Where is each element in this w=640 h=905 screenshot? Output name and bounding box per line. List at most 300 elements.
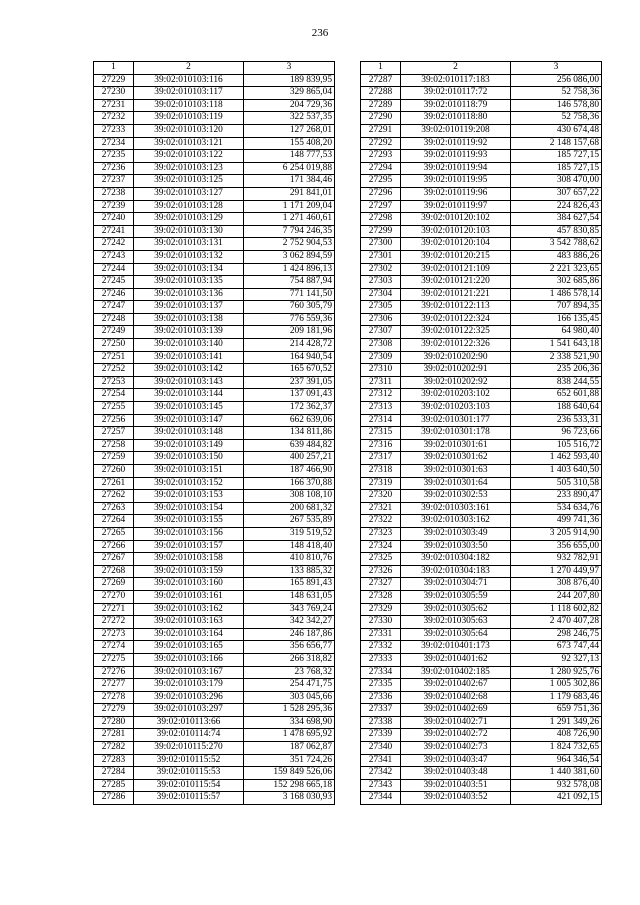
cadastral-value: 237 391,05 xyxy=(244,376,335,389)
cadastral-number: 39:02:010304:183 xyxy=(401,565,511,578)
cadastral-value: 236 533,31 xyxy=(511,414,602,427)
row-number: 27236 xyxy=(94,162,134,175)
cadastral-number: 39:02:010119:94 xyxy=(401,162,511,175)
cadastral-number: 39:02:010303:50 xyxy=(401,540,511,553)
row-number: 27318 xyxy=(361,465,401,478)
cadastral-value: 172 362,37 xyxy=(244,402,335,415)
cadastral-number: 39:02:010103:118 xyxy=(134,99,244,112)
table-row xyxy=(361,250,602,263)
table-row xyxy=(94,414,335,427)
cadastral-value: 1 179 683,46 xyxy=(511,691,602,704)
cadastral-value: 185 727,15 xyxy=(511,162,602,175)
table-row xyxy=(94,704,335,717)
cadastral-value: 200 681,32 xyxy=(244,502,335,515)
cadastral-number: 39:02:010114:74 xyxy=(134,729,244,742)
cadastral-number: 39:02:010122:113 xyxy=(401,301,511,314)
cadastral-value: 6 254 019,88 xyxy=(244,162,335,175)
column-header: 3 xyxy=(244,62,335,75)
row-number: 27258 xyxy=(94,439,134,452)
row-number: 27294 xyxy=(361,162,401,175)
cadastral-value: 308 108,10 xyxy=(244,490,335,503)
cadastral-value: 7 794 246,35 xyxy=(244,225,335,238)
cadastral-value: 1 824 732,65 xyxy=(511,742,602,755)
row-number: 27316 xyxy=(361,439,401,452)
cadastral-value: 209 181,96 xyxy=(244,326,335,339)
row-number: 27257 xyxy=(94,427,134,440)
row-number: 27276 xyxy=(94,666,134,679)
table-row xyxy=(94,515,335,528)
row-number: 27321 xyxy=(361,502,401,515)
table-row xyxy=(361,339,602,352)
cadastral-value: 351 724,26 xyxy=(244,754,335,767)
cadastral-number: 39:02:010103:127 xyxy=(134,187,244,200)
table-row xyxy=(94,792,335,805)
cadastral-value: 246 187,86 xyxy=(244,628,335,641)
cadastral-value: 298 246,75 xyxy=(511,628,602,641)
cadastral-number: 39:02:010119:92 xyxy=(401,137,511,150)
table-row xyxy=(361,679,602,692)
cadastral-number: 39:02:010119:96 xyxy=(401,187,511,200)
row-number: 27319 xyxy=(361,477,401,490)
cadastral-number: 39:02:010401:62 xyxy=(401,653,511,666)
cadastral-number: 39:02:010103:147 xyxy=(134,414,244,427)
table-row xyxy=(94,616,335,629)
cadastral-number: 39:02:010103:166 xyxy=(134,653,244,666)
row-number: 27254 xyxy=(94,389,134,402)
table-row xyxy=(94,553,335,566)
row-number: 27280 xyxy=(94,716,134,729)
cadastral-value: 188 640,64 xyxy=(511,402,602,415)
table-row xyxy=(361,99,602,112)
cadastral-value: 384 627,54 xyxy=(511,213,602,226)
table-row xyxy=(361,175,602,188)
table-row xyxy=(361,150,602,163)
table-row xyxy=(361,515,602,528)
cadastral-number: 39:02:010120:102 xyxy=(401,213,511,226)
cadastral-number: 39:02:010121:109 xyxy=(401,263,511,276)
row-number: 27335 xyxy=(361,679,401,692)
table-row xyxy=(361,87,602,100)
table-row xyxy=(94,628,335,641)
column-header: 2 xyxy=(401,62,511,75)
cadastral-value: 52 758,36 xyxy=(511,112,602,125)
row-number: 27245 xyxy=(94,276,134,289)
row-number: 27293 xyxy=(361,150,401,163)
row-number: 27263 xyxy=(94,502,134,515)
table-row xyxy=(361,452,602,465)
table-row xyxy=(361,364,602,377)
column-header: 3 xyxy=(511,62,602,75)
cadastral-number: 39:02:010401:173 xyxy=(401,641,511,654)
row-number: 27315 xyxy=(361,427,401,440)
cadastral-value: 319 519,52 xyxy=(244,527,335,540)
table-row xyxy=(94,402,335,415)
cadastral-value: 137 091,43 xyxy=(244,389,335,402)
cadastral-number: 39:02:010118:80 xyxy=(401,112,511,125)
row-number: 27341 xyxy=(361,754,401,767)
cadastral-number: 39:02:010115:54 xyxy=(134,779,244,792)
row-number: 27329 xyxy=(361,603,401,616)
cadastral-value: 639 484,82 xyxy=(244,439,335,452)
cadastral-value: 483 886,26 xyxy=(511,250,602,263)
row-number: 27287 xyxy=(361,74,401,87)
cadastral-value: 707 894,35 xyxy=(511,301,602,314)
table-row xyxy=(94,238,335,251)
cadastral-value: 1 118 602,82 xyxy=(511,603,602,616)
row-number: 27334 xyxy=(361,666,401,679)
row-number: 27320 xyxy=(361,490,401,503)
cadastral-value: 329 865,04 xyxy=(244,87,335,100)
row-number: 27327 xyxy=(361,578,401,591)
cadastral-number: 39:02:010119:208 xyxy=(401,124,511,137)
cadastral-number: 39:02:010103:129 xyxy=(134,213,244,226)
cadastral-value: 187 062,87 xyxy=(244,742,335,755)
cadastral-number: 39:02:010115:53 xyxy=(134,767,244,780)
cadastral-number: 39:02:010301:62 xyxy=(401,452,511,465)
row-number: 27266 xyxy=(94,540,134,553)
table-row xyxy=(361,691,602,704)
cadastral-value: 1 005 302,86 xyxy=(511,679,602,692)
row-number: 27306 xyxy=(361,313,401,326)
cadastral-value: 96 723,66 xyxy=(511,427,602,440)
cadastral-number: 39:02:010103:140 xyxy=(134,339,244,352)
table-row xyxy=(361,704,602,717)
cadastral-number: 39:02:010103:120 xyxy=(134,124,244,137)
row-number: 27267 xyxy=(94,553,134,566)
table-row xyxy=(361,465,602,478)
row-number: 27247 xyxy=(94,301,134,314)
cadastral-number: 39:02:010402:185 xyxy=(401,666,511,679)
cadastral-number: 39:02:010103:138 xyxy=(134,313,244,326)
table-row xyxy=(94,150,335,163)
table-row xyxy=(361,641,602,654)
cadastral-value: 302 685,86 xyxy=(511,276,602,289)
cadastral-value: 303 045,66 xyxy=(244,691,335,704)
table-row xyxy=(361,225,602,238)
cadastral-number: 39:02:010202:90 xyxy=(401,351,511,364)
cadastral-value: 3 062 894,59 xyxy=(244,250,335,263)
row-number: 27256 xyxy=(94,414,134,427)
row-number: 27283 xyxy=(94,754,134,767)
cadastral-value: 127 268,01 xyxy=(244,124,335,137)
table-row xyxy=(361,162,602,175)
table-row xyxy=(94,540,335,553)
table-row xyxy=(361,527,602,540)
row-number: 27234 xyxy=(94,137,134,150)
cadastral-number: 39:02:010120:104 xyxy=(401,238,511,251)
cadastral-number: 39:02:010103:141 xyxy=(134,351,244,364)
row-number: 27308 xyxy=(361,339,401,352)
row-number: 27305 xyxy=(361,301,401,314)
table-row xyxy=(361,213,602,226)
cadastral-number: 39:02:010402:71 xyxy=(401,716,511,729)
row-number: 27323 xyxy=(361,527,401,540)
row-number: 27273 xyxy=(94,628,134,641)
cadastral-value: 254 471,75 xyxy=(244,679,335,692)
row-number: 27249 xyxy=(94,326,134,339)
cadastral-value: 3 205 914,90 xyxy=(511,527,602,540)
cadastral-number: 39:02:010302:53 xyxy=(401,490,511,503)
cadastral-value: 244 207,80 xyxy=(511,590,602,603)
table-row xyxy=(94,112,335,125)
row-number: 27265 xyxy=(94,527,134,540)
cadastral-value: 134 811,86 xyxy=(244,427,335,440)
row-number: 27233 xyxy=(94,124,134,137)
table-row xyxy=(361,200,602,213)
table-row xyxy=(361,779,602,792)
cadastral-value: 148 418,40 xyxy=(244,540,335,553)
row-number: 27286 xyxy=(94,792,134,805)
table-row xyxy=(94,326,335,339)
row-number: 27296 xyxy=(361,187,401,200)
cadastral-value: 155 408,20 xyxy=(244,137,335,150)
table-row xyxy=(361,729,602,742)
table-row xyxy=(94,603,335,616)
cadastral-table-right xyxy=(360,61,602,805)
cadastral-number: 39:02:010119:97 xyxy=(401,200,511,213)
page-number: 236 xyxy=(311,27,329,39)
row-number: 27326 xyxy=(361,565,401,578)
cadastral-number: 39:02:010115:270 xyxy=(134,742,244,755)
row-number: 27301 xyxy=(361,250,401,263)
cadastral-number: 39:02:010305:62 xyxy=(401,603,511,616)
row-number: 27262 xyxy=(94,490,134,503)
cadastral-value: 400 257,21 xyxy=(244,452,335,465)
cadastral-value: 673 747,44 xyxy=(511,641,602,654)
table-row xyxy=(94,99,335,112)
table-row xyxy=(94,225,335,238)
cadastral-number: 39:02:010117:72 xyxy=(401,87,511,100)
cadastral-number: 39:02:010103:123 xyxy=(134,162,244,175)
header-row xyxy=(94,62,335,75)
row-number: 27269 xyxy=(94,578,134,591)
cadastral-number: 39:02:010103:155 xyxy=(134,515,244,528)
cadastral-number: 39:02:010103:150 xyxy=(134,452,244,465)
cadastral-number: 39:02:010119:95 xyxy=(401,175,511,188)
cadastral-number: 39:02:010103:122 xyxy=(134,150,244,163)
table-row xyxy=(361,628,602,641)
cadastral-number: 39:02:010304:71 xyxy=(401,578,511,591)
table-row xyxy=(94,691,335,704)
cadastral-number: 39:02:010103:117 xyxy=(134,87,244,100)
cadastral-value: 356 656,77 xyxy=(244,641,335,654)
row-number: 27243 xyxy=(94,250,134,263)
row-number: 27307 xyxy=(361,326,401,339)
column-header: 1 xyxy=(94,62,134,75)
row-number: 27330 xyxy=(361,616,401,629)
cadastral-value: 307 657,22 xyxy=(511,187,602,200)
cadastral-value: 1 478 695,92 xyxy=(244,729,335,742)
cadastral-value: 342 342,27 xyxy=(244,616,335,629)
cadastral-number: 39:02:010115:52 xyxy=(134,754,244,767)
cadastral-number: 39:02:010103:151 xyxy=(134,465,244,478)
table-row xyxy=(94,213,335,226)
table-row xyxy=(94,276,335,289)
table-row xyxy=(94,288,335,301)
table-row xyxy=(361,792,602,805)
cadastral-value: 932 782,91 xyxy=(511,553,602,566)
table-row xyxy=(361,553,602,566)
cadastral-number: 39:02:010103:121 xyxy=(134,137,244,150)
table-row xyxy=(361,767,602,780)
cadastral-number: 39:02:010203:102 xyxy=(401,389,511,402)
table-row xyxy=(94,729,335,742)
cadastral-value: 1 528 295,36 xyxy=(244,704,335,717)
row-number: 27253 xyxy=(94,376,134,389)
cadastral-value: 148 631,05 xyxy=(244,590,335,603)
table-row xyxy=(94,339,335,352)
cadastral-number: 39:02:010305:59 xyxy=(401,590,511,603)
row-number: 27278 xyxy=(94,691,134,704)
table-row xyxy=(361,666,602,679)
table-row xyxy=(94,351,335,364)
row-number: 27260 xyxy=(94,465,134,478)
cadastral-number: 39:02:010103:161 xyxy=(134,590,244,603)
row-number: 27251 xyxy=(94,351,134,364)
cadastral-value: 410 810,76 xyxy=(244,553,335,566)
cadastral-value: 146 578,80 xyxy=(511,99,602,112)
table-row xyxy=(94,364,335,377)
row-number: 27298 xyxy=(361,213,401,226)
cadastral-number: 39:02:010304:182 xyxy=(401,553,511,566)
cadastral-number: 39:02:010301:177 xyxy=(401,414,511,427)
cadastral-value: 430 674,48 xyxy=(511,124,602,137)
row-number: 27340 xyxy=(361,742,401,755)
table-row xyxy=(361,112,602,125)
table-row xyxy=(94,754,335,767)
cadastral-value: 2 470 407,28 xyxy=(511,616,602,629)
row-number: 27295 xyxy=(361,175,401,188)
cadastral-number: 39:02:010402:67 xyxy=(401,679,511,692)
table-row xyxy=(361,565,602,578)
row-number: 27325 xyxy=(361,553,401,566)
row-number: 27338 xyxy=(361,716,401,729)
row-number: 27277 xyxy=(94,679,134,692)
cadastral-number: 39:02:010119:93 xyxy=(401,150,511,163)
table-row xyxy=(361,616,602,629)
row-number: 27314 xyxy=(361,414,401,427)
cadastral-value: 1 171 209,04 xyxy=(244,200,335,213)
row-number: 27313 xyxy=(361,402,401,415)
table-row xyxy=(94,175,335,188)
row-number: 27272 xyxy=(94,616,134,629)
row-number: 27297 xyxy=(361,200,401,213)
row-number: 27290 xyxy=(361,112,401,125)
table-row xyxy=(361,603,602,616)
table-row xyxy=(94,490,335,503)
table-row xyxy=(361,502,602,515)
table-row xyxy=(94,767,335,780)
table-row xyxy=(94,527,335,540)
row-number: 27289 xyxy=(361,99,401,112)
cadastral-number: 39:02:010103:179 xyxy=(134,679,244,692)
table-row xyxy=(94,124,335,137)
cadastral-number: 39:02:010103:139 xyxy=(134,326,244,339)
table-row xyxy=(361,402,602,415)
cadastral-number: 39:02:010117:183 xyxy=(401,74,511,87)
cadastral-number: 39:02:010103:136 xyxy=(134,288,244,301)
row-number: 27285 xyxy=(94,779,134,792)
cadastral-number: 39:02:010103:144 xyxy=(134,389,244,402)
cadastral-value: 1 424 896,13 xyxy=(244,263,335,276)
table-row xyxy=(94,301,335,314)
cadastral-value: 105 516,72 xyxy=(511,439,602,452)
row-number: 27274 xyxy=(94,641,134,654)
row-number: 27300 xyxy=(361,238,401,251)
row-number: 27279 xyxy=(94,704,134,717)
row-number: 27246 xyxy=(94,288,134,301)
cadastral-number: 39:02:010103:143 xyxy=(134,376,244,389)
row-number: 27336 xyxy=(361,691,401,704)
row-number: 27232 xyxy=(94,112,134,125)
row-number: 27231 xyxy=(94,99,134,112)
table-row xyxy=(94,578,335,591)
cadastral-value: 838 244,55 xyxy=(511,376,602,389)
table-row xyxy=(361,414,602,427)
table-row xyxy=(94,439,335,452)
cadastral-value: 652 601,88 xyxy=(511,389,602,402)
cadastral-number: 39:02:010403:51 xyxy=(401,779,511,792)
cadastral-value: 224 826,43 xyxy=(511,200,602,213)
row-number: 27284 xyxy=(94,767,134,780)
cadastral-number: 39:02:010103:145 xyxy=(134,402,244,415)
header-row xyxy=(361,62,602,75)
cadastral-number: 39:02:010113:66 xyxy=(134,716,244,729)
cadastral-number: 39:02:010121:221 xyxy=(401,288,511,301)
row-number: 27275 xyxy=(94,653,134,666)
cadastral-number: 39:02:010103:154 xyxy=(134,502,244,515)
table-row xyxy=(361,540,602,553)
row-number: 27328 xyxy=(361,590,401,603)
row-number: 27244 xyxy=(94,263,134,276)
table-row xyxy=(94,666,335,679)
cadastral-value: 266 318,82 xyxy=(244,653,335,666)
cadastral-value: 256 086,00 xyxy=(511,74,602,87)
cadastral-value: 23 768,32 xyxy=(244,666,335,679)
cadastral-value: 1 270 449,97 xyxy=(511,565,602,578)
cadastral-value: 771 141,50 xyxy=(244,288,335,301)
cadastral-value: 659 751,36 xyxy=(511,704,602,717)
row-number: 27339 xyxy=(361,729,401,742)
row-number: 27282 xyxy=(94,742,134,755)
cadastral-value: 505 310,58 xyxy=(511,477,602,490)
table-row xyxy=(94,389,335,402)
cadastral-number: 39:02:010403:48 xyxy=(401,767,511,780)
table-row xyxy=(94,477,335,490)
table-row xyxy=(94,653,335,666)
cadastral-value: 291 841,01 xyxy=(244,187,335,200)
table-row xyxy=(361,326,602,339)
cadastral-value: 343 769,24 xyxy=(244,603,335,616)
row-number: 27248 xyxy=(94,313,134,326)
table-row xyxy=(94,452,335,465)
cadastral-value: 133 885,32 xyxy=(244,565,335,578)
cadastral-number: 39:02:010103:130 xyxy=(134,225,244,238)
cadastral-number: 39:02:010103:125 xyxy=(134,175,244,188)
cadastral-number: 39:02:010203:103 xyxy=(401,402,511,415)
row-number: 27252 xyxy=(94,364,134,377)
row-number: 27235 xyxy=(94,150,134,163)
cadastral-number: 39:02:010103:131 xyxy=(134,238,244,251)
cadastral-number: 39:02:010301:63 xyxy=(401,465,511,478)
cadastral-number: 39:02:010103:148 xyxy=(134,427,244,440)
cadastral-number: 39:02:010122:324 xyxy=(401,313,511,326)
cadastral-number: 39:02:010103:149 xyxy=(134,439,244,452)
table-row xyxy=(361,439,602,452)
cadastral-value: 534 634,76 xyxy=(511,502,602,515)
row-number: 27237 xyxy=(94,175,134,188)
cadastral-table-left xyxy=(93,61,335,805)
